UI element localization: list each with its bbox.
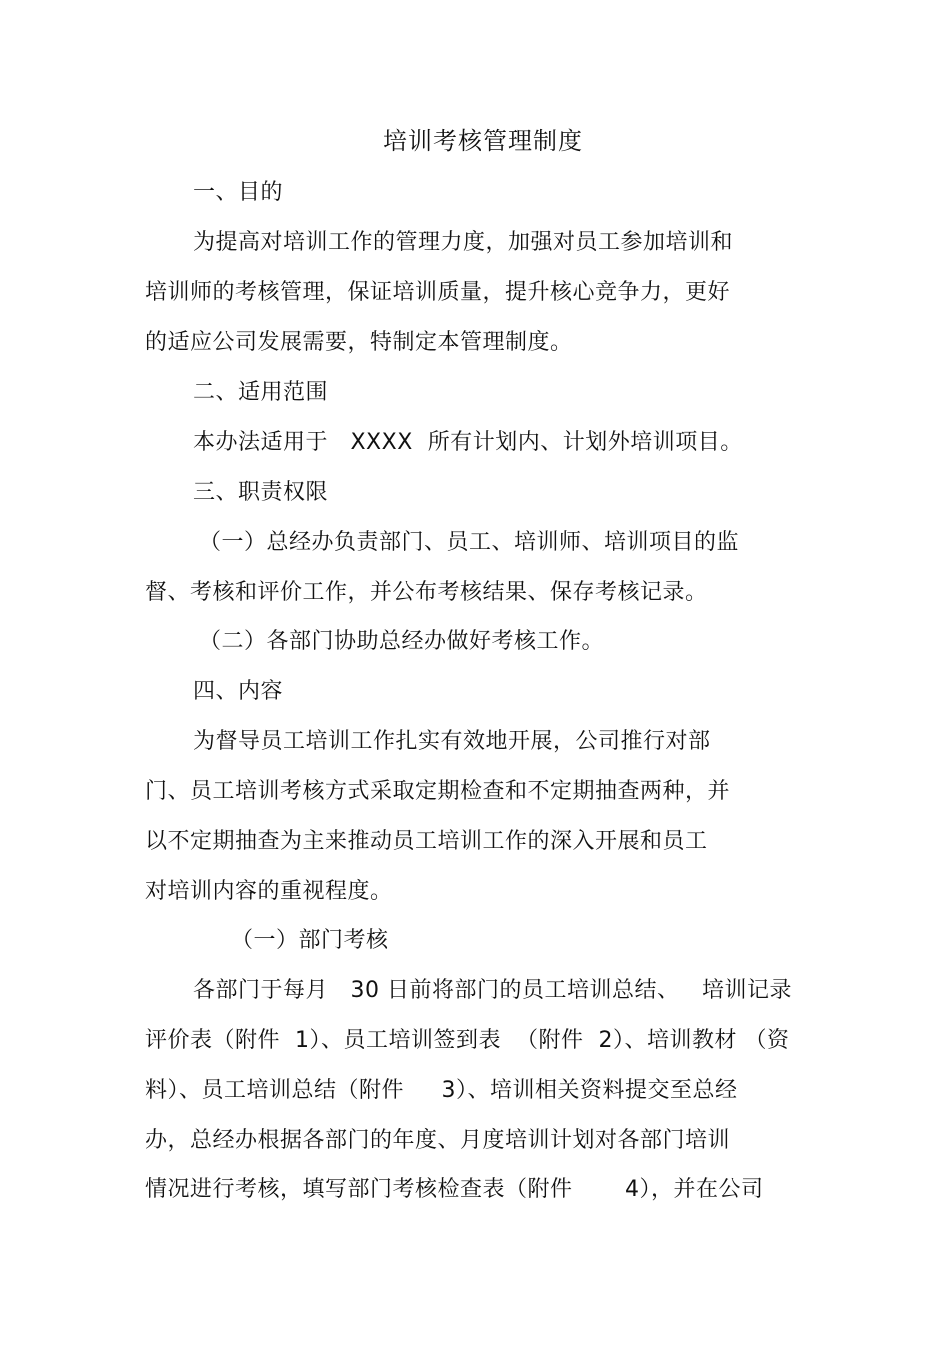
section-heading-scope: 二、适用范围 xyxy=(193,380,329,405)
paragraph-line: 情况进行考核，填写部门考核检查表（附件 4），并在公司 xyxy=(145,1177,764,1202)
section-heading-duty: 三、职责权限 xyxy=(193,480,329,505)
paragraph-line: 对培训内容的重视程度。 xyxy=(145,879,393,904)
section-heading-purpose: 一、目的 xyxy=(193,180,284,205)
paragraph-line: 为提高对培训工作的管理力度，加强对员工参加培训和 xyxy=(193,230,734,255)
paragraph-line: 以不定期抽查为主来推动员工培训工作的深入开展和员工 xyxy=(145,829,708,854)
paragraph-line: 评价表（附件 1）、员工培训签到表 （附件 2）、培训教材 （资 xyxy=(145,1028,790,1053)
paragraph-line: 料）、员工培训总结（附件 3）、培训相关资料提交至总经 xyxy=(145,1078,738,1103)
subsection-heading-dept: （一）部门考核 xyxy=(231,928,389,953)
paragraph-line: 督、考核和评价工作，并公布考核结果、保存考核记录。 xyxy=(145,580,708,605)
paragraph-line: 培训师的考核管理，保证培训质量，提升核心竞争力，更好 xyxy=(145,280,731,305)
paragraph-line: 为督导员工培训工作扎实有效地开展，公司推行对部 xyxy=(193,729,711,754)
paragraph-line: （二）各部门协助总经办做好考核工作。 xyxy=(199,629,605,654)
document-title: 培训考核管理制度 xyxy=(383,127,583,155)
paragraph-line: 各部门于每月 30 日前将部门的员工培训总结、 培训记录 xyxy=(193,978,792,1003)
paragraph-line: 本办法适用于 XXXX 所有计划内、计划外培训项目。 xyxy=(193,430,743,455)
paragraph-line: 办，总经办根据各部门的年度、月度培训计划对各部门培训 xyxy=(145,1128,731,1153)
paragraph-line: （一）总经办负责部门、员工、培训师、培训项目的监 xyxy=(199,530,740,555)
paragraph-line: 的适应公司发展需要，特制定本管理制度。 xyxy=(145,330,573,355)
paragraph-line: 门、员工培训考核方式采取定期检查和不定期抽查两种，并 xyxy=(145,779,731,804)
section-heading-content: 四、内容 xyxy=(193,679,284,704)
